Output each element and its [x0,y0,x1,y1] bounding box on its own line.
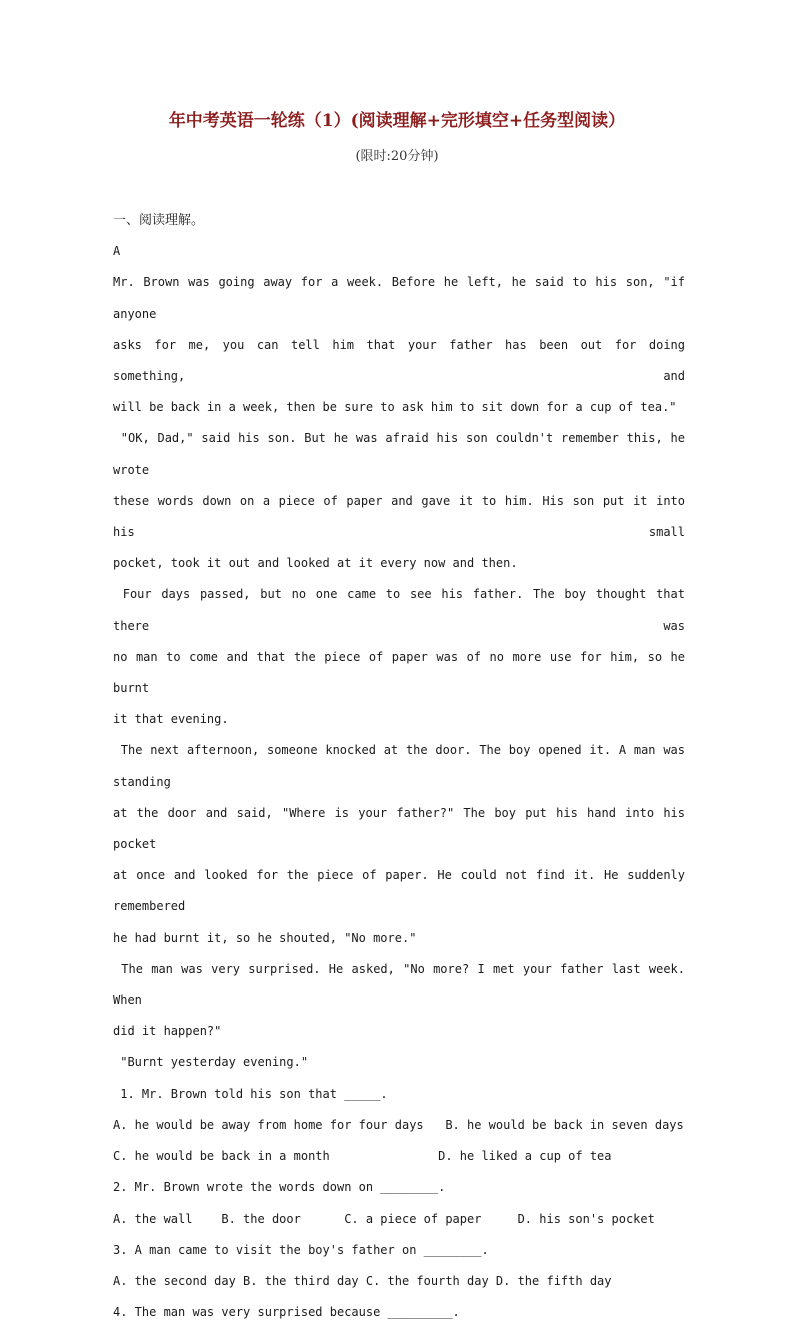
question-line: A. he would be away from home for four days B. he would be back in seven days [113,1117,684,1132]
passage-label: A [113,244,121,259]
passage [113,267,693,1078]
passage-line: it that evening. [113,712,229,727]
questions [113,1079,685,1328]
passage-line: "OK, Dad," said his son. But he was afraid his son couldn't remember this, he wrote [113,431,693,477]
passage-line: "Burnt yesterday evening." [113,1055,309,1070]
page-title: 年中考英语一轮练（1）(阅读理解+完形填空+任务型阅读） [168,111,626,131]
question-line: C. he would be back in a month D. he liked a cup of tea [113,1149,612,1164]
question-line: A. the second day B. the third day C. the fourth day D. the fifth day [113,1273,612,1288]
passage-line: at once and looked for the piece of paper. He could not find it. He suddenly remembered [113,868,693,914]
passage-line: pocket, took it out and looked at it every now and then. [113,556,518,571]
passage-line: did it happen?" [113,1024,222,1039]
passage-line: at the door and said, "Where is your father?" The boy put his hand into his pocket [113,805,693,852]
section-heading: 一、阅读理解。 [113,213,205,228]
question-line: 3. A man came to visit the boy's father on ________. [113,1242,489,1257]
question-line: 4. The man was very surprised because _________. [113,1305,460,1320]
question-line: 1. Mr. Brown told his son that _____. [113,1086,388,1101]
passage-line: Mr. Brown was going away for a week. Before he left, he said to his son, "if anyone [113,275,693,321]
passage-line: asks for me, you can tell him that your father has been out for doing something, and [113,337,693,384]
passage-line: The next afternoon, someone knocked at the door. The boy opened it. A man was standing [113,743,693,789]
passage-line: will be back in a week, then be sure to ask him to sit down for a cup of tea." [113,400,677,415]
passage-line: Four days passed, but no one came to see his father. The boy thought that there was [113,587,693,633]
passage-line: no man to come and that the piece of paper was of no more use for him, so he burnt [113,649,693,696]
content [113,205,693,1328]
time-limit: (限时:20分钟) [355,149,439,164]
question-line: A. the wall B. the door C. a piece of paper D. his son's pocket [113,1211,655,1226]
passage-line: these words down on a piece of paper and gave it to him. His son put it into his small [113,493,693,540]
question-line: 2. Mr. Brown wrote the words down on ________. [113,1180,446,1195]
passage-line: The man was very surprised. He asked, "No more? I met your father last week. When [113,961,693,1008]
passage-line: he had burnt it, so he shouted, "No more." [113,930,417,945]
